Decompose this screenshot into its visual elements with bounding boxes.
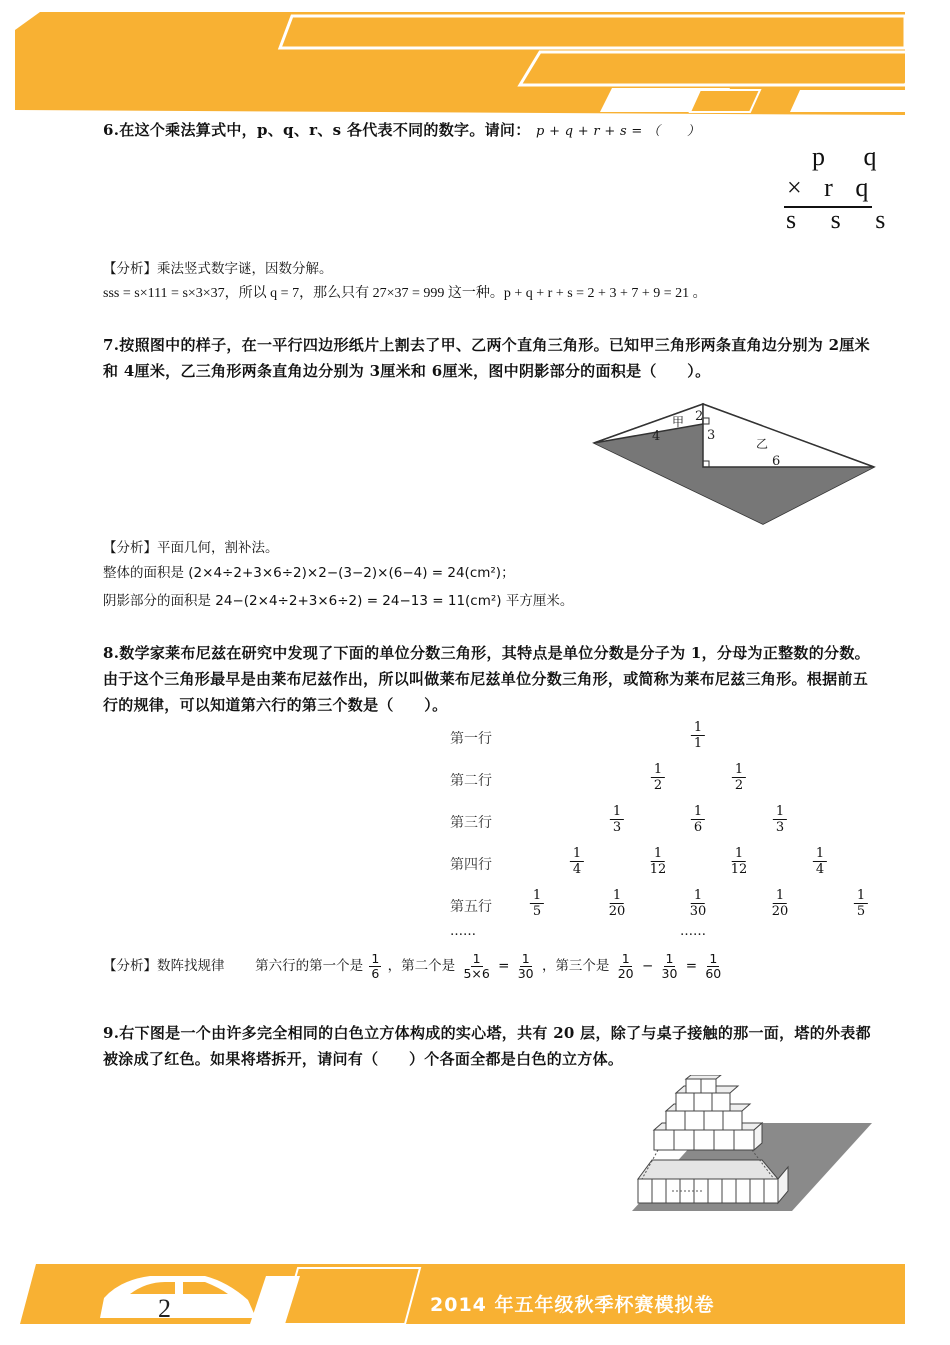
dots-left: …… xyxy=(450,924,476,939)
fraction-numerator: 1 xyxy=(773,888,787,904)
fraction-numerator: 1 xyxy=(610,804,624,820)
fraction-denominator: 4 xyxy=(572,862,582,877)
fraction-denominator: 20 xyxy=(771,904,789,919)
dots-right: …… xyxy=(680,924,706,939)
triangle-fraction xyxy=(650,846,667,877)
numerator: 1 xyxy=(472,950,481,966)
triangle-fraction xyxy=(690,888,707,919)
label-six: 6 xyxy=(772,454,781,469)
q6-analysis-head: 【分析】乘法竖式数字谜，因数分解。 xyxy=(103,261,333,277)
row-label: 第五行 xyxy=(450,899,492,915)
denominator: 30 xyxy=(661,965,678,981)
fraction-numerator: 1 xyxy=(732,846,746,862)
question-9-text: 右下图是一个由许多完全相同的白色立方体构成的实心塔，共有 20 层，除了与桌子接触的那一面，塔的外表都被涂成了红色。如果将塔拆开，请问有（ ）个各面全都是白色的立方体。 xyxy=(103,1024,871,1068)
mult-row1: p q xyxy=(812,142,893,171)
numerator: 1 xyxy=(621,950,630,966)
equals-sign: = xyxy=(498,958,510,974)
question-9 xyxy=(103,1020,873,1072)
question-6-text: 在这个乘法算式中，p、q、r、s 各代表不同的数字。请问： xyxy=(119,121,531,139)
fraction-denominator: 6 xyxy=(693,820,703,835)
q8-analysis-p3: ，第三个是 xyxy=(541,958,610,974)
fraction-denominator: 3 xyxy=(775,820,785,835)
triangle-fraction xyxy=(609,888,626,919)
q7-analysis-head: 【分析】平面几何，割补法。 xyxy=(103,540,279,556)
question-6-formula: p + q + r + s = （ ） xyxy=(536,124,701,139)
fraction-denominator: 5 xyxy=(532,904,542,919)
fraction-1-60 xyxy=(703,952,723,981)
fraction-numerator: 1 xyxy=(813,846,827,862)
triangle-fraction xyxy=(854,888,868,919)
triangle-fraction xyxy=(772,888,789,919)
fraction-numerator: 1 xyxy=(651,762,665,778)
row-label: 第三行 xyxy=(450,815,492,831)
question-7-number: 7. xyxy=(103,336,120,354)
numerator: 1 xyxy=(521,950,530,966)
denominator: 6 xyxy=(371,965,380,981)
q6-analysis-line: sss = s×111 = s×3×37，所以 q = 7，那么只有 27×37 = 999 这一种。p + q + r + s = 2 + 3 + 7 + 9 = 21 。 xyxy=(103,286,707,301)
row-label: 第四行 xyxy=(450,857,492,873)
parallelogram-figure xyxy=(590,398,880,533)
triangle-fraction xyxy=(813,846,827,877)
triangle-fraction xyxy=(691,720,705,751)
fraction-denominator: 30 xyxy=(689,904,707,919)
triangle-fraction xyxy=(610,804,624,835)
fraction-numerator: 1 xyxy=(691,804,705,820)
triangle-fraction xyxy=(773,804,787,835)
fraction-denominator: 2 xyxy=(653,778,663,793)
q7-analysis-l2: 阴影部分的面积是 24−(2×4÷2+3×6÷2) = 24−13 = 11(cm²) 平方厘米。 xyxy=(103,593,574,609)
fraction-denominator: 12 xyxy=(730,862,748,877)
equals-sign: = xyxy=(685,958,698,974)
fraction-1-6 xyxy=(369,952,381,981)
minus-sign: − xyxy=(641,958,654,974)
triangle-fraction xyxy=(731,846,748,877)
denominator: 20 xyxy=(617,965,634,981)
q8-analysis-head: 【分析】数阵找规律 xyxy=(103,958,225,974)
q8-analysis-p1: 第六行的第一个是 xyxy=(255,958,364,974)
denominator: 60 xyxy=(705,965,722,981)
fraction-numerator: 1 xyxy=(530,888,544,904)
question-7-text: 按照图中的样子，在一平行四边形纸片上割去了甲、乙两个直角三角形。已知甲三角形两条直角边分别为 2厘米和 4厘米，乙三角形两条直角边分别为 3厘米和 6厘米，图中阴影部分的面积是（ ）。 xyxy=(103,336,870,380)
question-8 xyxy=(103,640,873,718)
triangle-fraction xyxy=(732,762,746,793)
fraction-1-30 xyxy=(660,952,680,981)
label-jia: 甲 xyxy=(672,415,685,429)
q8-analysis-p2: ，第二个是 xyxy=(387,958,456,974)
fraction-denominator: 3 xyxy=(612,820,622,835)
fraction-denominator: 12 xyxy=(649,862,667,877)
fraction-numerator: 1 xyxy=(854,888,868,904)
question-6 xyxy=(103,117,873,145)
fraction-numerator: 1 xyxy=(773,804,787,820)
mult-row2: × r q xyxy=(787,173,877,202)
triangle-fraction xyxy=(691,804,705,835)
question-8-text: 数学家莱布尼兹在研究中发现了下面的单位分数三角形，其特点是单位分数是分子为 1，分母为正整数的分数。由于这个三角形最早是由莱布尼兹作出，所以叫做莱布尼兹单位分数三角形，或简称为莱布尼兹三角形。根据前五行的规律，可以知道第六行的第三个数是（ ）。 xyxy=(103,644,870,714)
triangle-fraction xyxy=(530,888,544,919)
fraction-1-20 xyxy=(616,952,636,981)
label-yi: 乙 xyxy=(756,437,769,451)
fraction-1-30 xyxy=(516,952,536,981)
question-6-number: 6. xyxy=(103,121,120,139)
q8-analysis xyxy=(103,948,725,984)
triangle-fraction xyxy=(570,846,584,877)
numerator: 1 xyxy=(665,950,674,966)
row-label: 第一行 xyxy=(450,731,492,747)
fraction-numerator: 1 xyxy=(691,888,705,904)
fraction-denominator: 5 xyxy=(856,904,866,919)
label-three: 3 xyxy=(707,428,716,443)
question-7 xyxy=(103,332,873,384)
label-two: 2 xyxy=(695,409,704,424)
fraction-1-5x6 xyxy=(461,952,491,981)
mult-row3: s s s xyxy=(786,205,900,234)
fraction-denominator: 4 xyxy=(815,862,825,877)
q7-analysis-l1: 整体的面积是 (2×4÷2+3×6÷2)×2−(3−2)×(6−4) = 24(cm²)； xyxy=(103,565,515,581)
fraction-numerator: 1 xyxy=(651,846,665,862)
question-9-number: 9. xyxy=(103,1024,120,1042)
label-four: 4 xyxy=(652,429,661,444)
fraction-numerator: 1 xyxy=(570,846,584,862)
fraction-numerator: 1 xyxy=(691,720,705,736)
tower-figure xyxy=(592,1075,874,1215)
numerator: 1 xyxy=(709,950,718,966)
denominator: 30 xyxy=(517,965,534,981)
page-number: 2 xyxy=(158,1294,171,1323)
fraction-denominator: 20 xyxy=(608,904,626,919)
fraction-numerator: 1 xyxy=(610,888,624,904)
row-label: 第二行 xyxy=(450,773,492,789)
fraction-denominator: 2 xyxy=(734,778,744,793)
triangle-fraction xyxy=(651,762,665,793)
fraction-numerator: 1 xyxy=(732,762,746,778)
denominator: 5×6 xyxy=(463,965,490,981)
header-banner xyxy=(0,0,950,115)
question-8-number: 8. xyxy=(103,644,120,662)
numerator: 1 xyxy=(371,950,380,966)
fraction-denominator: 1 xyxy=(693,736,703,751)
footer-title: 2014 年五年级秋季杯赛模拟卷 xyxy=(430,1294,715,1316)
